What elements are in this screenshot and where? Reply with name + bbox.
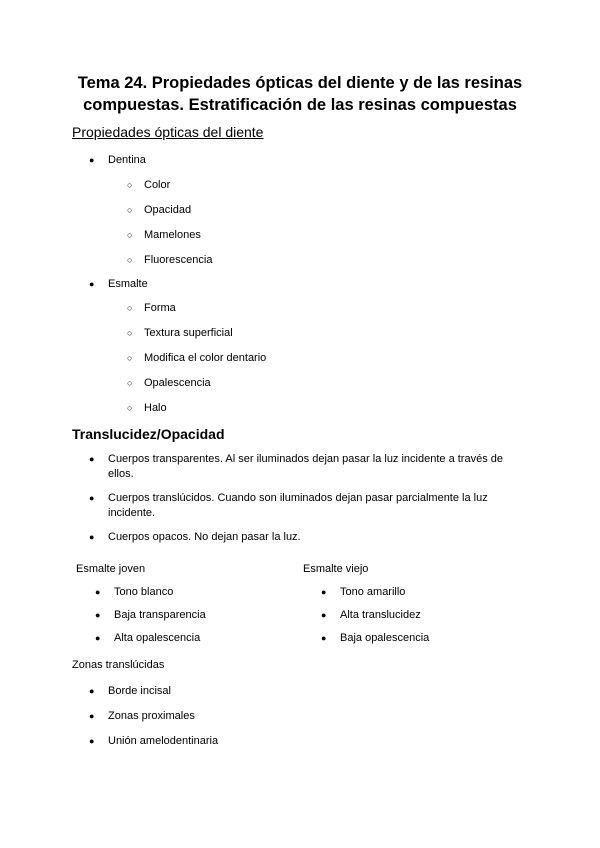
list-item-esmalte: ● Esmalte (89, 278, 148, 290)
bullet-disc-icon: ● (321, 610, 327, 620)
zonas-label: Zonas translúcidas (72, 659, 165, 671)
bullet-disc-icon: ● (89, 736, 95, 746)
dentina-sublist (127, 178, 213, 268)
bullet-circle-icon: ○ (127, 378, 133, 388)
bullet-disc-icon: ● (89, 711, 95, 721)
dentina-list (89, 153, 146, 168)
bullet-circle-icon: ○ (127, 230, 133, 240)
list-item: ● Tono blanco (95, 586, 174, 598)
document-title (40, 72, 560, 116)
list-item: ○ Modifica el color dentario (127, 352, 267, 364)
list-item: ○ Halo (127, 402, 167, 414)
esmalte-viejo-label: Esmalte viejo (303, 563, 369, 575)
title-line-1: Tema 24. Propiedades ópticas del diente y de las resinas (77, 74, 523, 92)
esmalte-sublist (127, 301, 267, 416)
list-item: ● Unión amelodentinaria (89, 735, 219, 747)
list-item: ○ Color (127, 179, 171, 191)
list-item: ○ Mamelones (127, 229, 201, 241)
bullet-circle-icon: ○ (127, 303, 133, 313)
zonas-list (89, 684, 219, 749)
list-item-dentina: ● Dentina (89, 154, 146, 166)
list-item: ○ Opacidad (127, 204, 192, 216)
bullet-disc-icon: ● (89, 155, 95, 165)
bullet-circle-icon: ○ (127, 180, 133, 190)
bullet-circle-icon: ○ (127, 205, 133, 215)
bullet-circle-icon: ○ (127, 255, 133, 265)
bullet-disc-icon: ● (95, 610, 101, 620)
list-item: ○ Forma (127, 302, 176, 314)
list-item: ● Alta translucidez (321, 609, 421, 621)
list-item: ○ Fluorescencia (127, 254, 213, 266)
bullet-circle-icon: ○ (127, 328, 133, 338)
esmalte-viejo-list (321, 585, 430, 646)
esmalte-joven-label: Esmalte joven (76, 563, 146, 575)
list-item: ● Zonas proximales (89, 710, 195, 722)
bullet-circle-icon: ○ (127, 353, 133, 363)
bullet-disc-icon: ● (89, 532, 95, 542)
bullet-disc-icon: ● (321, 587, 327, 597)
bullet-disc-icon: ● (321, 633, 327, 643)
bullet-disc-icon: ● (95, 633, 101, 643)
bullet-circle-icon: ○ (127, 403, 133, 413)
list-item: ● Cuerpos transparentes. Al ser iluminados dejan pasar la luz incidente a través de ellos. (89, 453, 504, 480)
list-item: ● Cuerpos translúcidos. Cuando son iluminados dejan pasar parcialmente la luz incidente. (89, 492, 488, 519)
list-item: ● Alta opalescencia (95, 632, 201, 644)
bullet-disc-icon: ● (89, 686, 95, 696)
bullet-disc-icon: ● (95, 587, 101, 597)
title-line-2: compuestas. Estratificación de las resinas compuestas (83, 96, 517, 114)
list-item: ○ Textura superficial (127, 327, 233, 339)
bullet-disc-icon: ● (89, 454, 95, 464)
section-heading-translucidez: Translucidez/Opacidad (72, 426, 225, 442)
list-item: ● Baja transparencia (95, 609, 206, 621)
esmalte-list (89, 277, 148, 292)
list-item: ○ Opalescencia (127, 377, 211, 389)
list-item: ● Borde incisal (89, 685, 171, 697)
bullet-disc-icon: ● (89, 279, 95, 289)
esmalte-joven-list (95, 585, 206, 646)
bullet-disc-icon: ● (89, 493, 95, 503)
list-item: ● Baja opalescencia (321, 632, 430, 644)
list-item: ● Cuerpos opacos. No dejan pasar la luz. (89, 531, 301, 543)
translucidez-list (89, 452, 528, 545)
section-heading-propiedades: Propiedades ópticas del diente (72, 124, 264, 140)
list-item: ● Tono amarillo (321, 586, 406, 598)
